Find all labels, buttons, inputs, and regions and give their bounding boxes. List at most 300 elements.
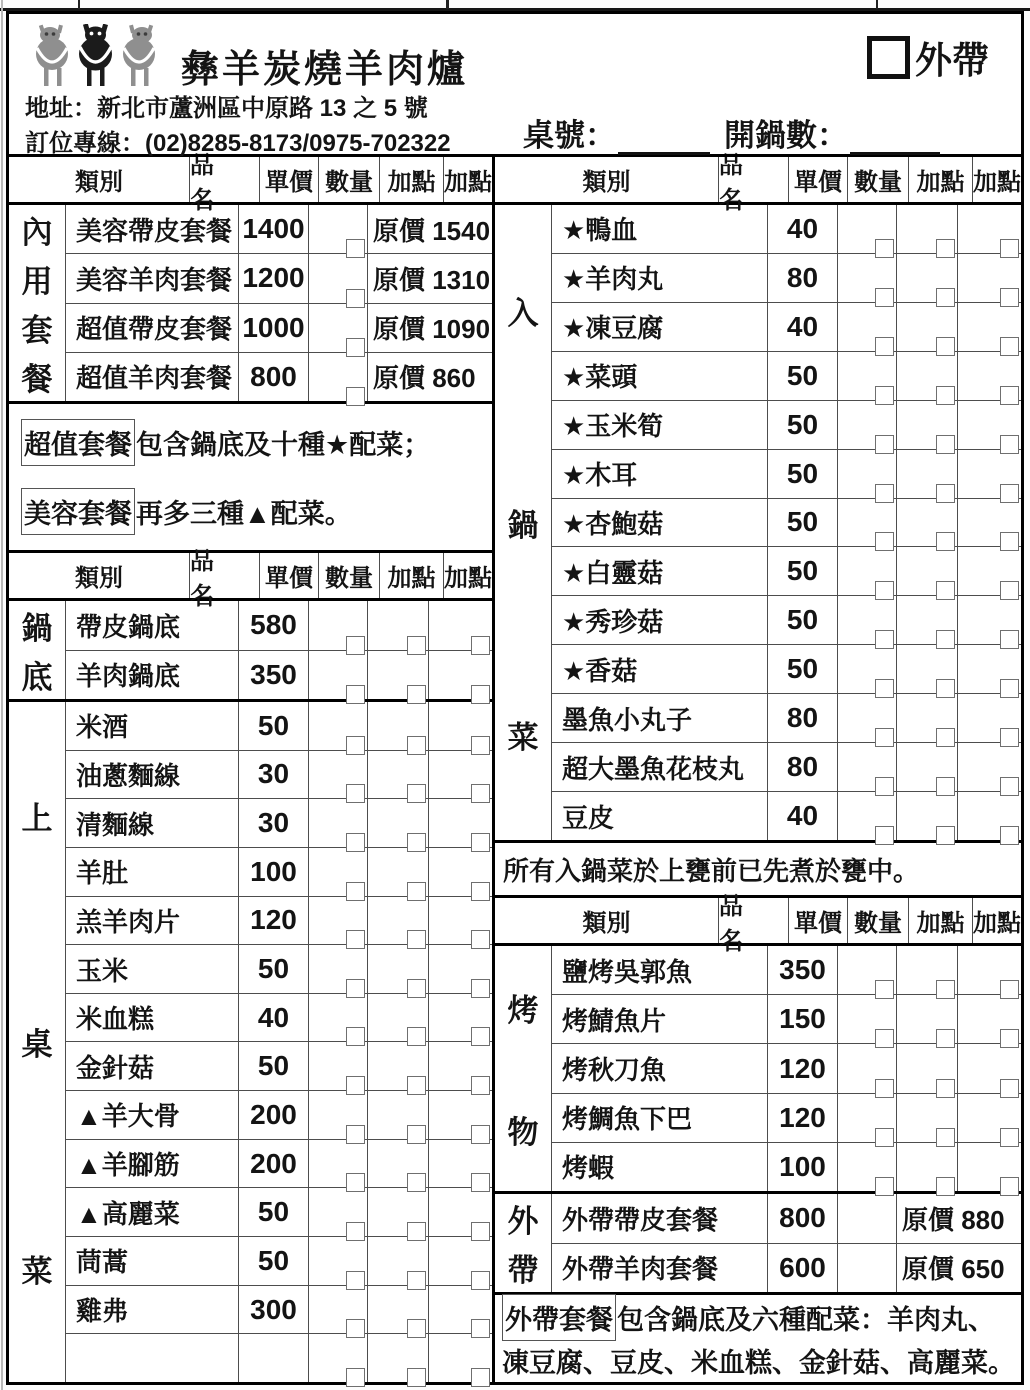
quantity-checkbox[interactable]: [346, 1173, 365, 1192]
quantity-checkbox[interactable]: [875, 826, 894, 845]
quantity-checkbox[interactable]: [346, 1271, 365, 1290]
extra-checkbox[interactable]: [407, 1368, 426, 1387]
item-price: 30: [238, 799, 308, 847]
boxed-label: 超值套餐: [21, 419, 135, 466]
extra-cell: [896, 303, 957, 351]
item-price: 580: [238, 601, 308, 650]
quantity-checkbox[interactable]: [875, 386, 894, 405]
extra-cell: [428, 848, 492, 896]
extra-checkbox[interactable]: [407, 736, 426, 755]
item-name: 油蔥麵線: [76, 760, 181, 791]
quantity-checkbox[interactable]: [875, 1177, 894, 1196]
takeout-checkbox[interactable]: [867, 36, 910, 79]
item-price: 40: [238, 994, 308, 1042]
quantity-checkbox[interactable]: [875, 435, 894, 454]
item-price: 50: [767, 401, 837, 449]
extra-cell: [957, 645, 1021, 693]
menu-item-row: [66, 702, 492, 750]
category-grilled: [495, 946, 552, 1191]
extra-checkbox[interactable]: [1000, 1079, 1019, 1098]
item-price: 40: [767, 792, 837, 840]
column-header: 數量: [847, 898, 908, 943]
extra-cell: [957, 596, 1021, 644]
extra-checkbox[interactable]: [936, 484, 955, 503]
extra-cell: [367, 601, 428, 650]
quantity-checkbox[interactable]: [875, 1079, 894, 1098]
quantity-cell: [837, 645, 896, 693]
extra-checkbox[interactable]: [471, 1027, 490, 1046]
extra-checkbox[interactable]: [407, 1222, 426, 1241]
item-price: 300: [238, 1286, 308, 1334]
item-name: 烤鯛魚下巴: [562, 1104, 693, 1135]
extra-cell: [957, 254, 1021, 302]
extra-checkbox[interactable]: [1000, 386, 1019, 405]
quantity-checkbox[interactable]: [346, 930, 365, 949]
item-price: 800: [238, 353, 308, 401]
quantity-cell: [837, 596, 896, 644]
menu-item-row: [66, 847, 492, 896]
pot-count-field[interactable]: [850, 120, 940, 155]
extra-checkbox[interactable]: [471, 1222, 490, 1241]
column-header: 數量: [318, 157, 379, 202]
extra-checkbox[interactable]: [1000, 239, 1019, 258]
quantity-cell: [837, 205, 896, 253]
quantity-checkbox[interactable]: [346, 338, 365, 357]
extra-cell: [957, 352, 1021, 400]
item-name: ▲羊大骨: [76, 1101, 180, 1132]
takeout-sets-table: [495, 1191, 1021, 1292]
menu-item-row: [66, 650, 492, 700]
extra-checkbox[interactable]: [1000, 581, 1019, 600]
menu-item-row: [66, 1090, 492, 1139]
column-header: 加點: [443, 157, 492, 202]
extra-checkbox[interactable]: [407, 930, 426, 949]
item-name: ★凍豆腐: [562, 313, 664, 344]
extra-cell: [957, 792, 1021, 840]
extra-cell: [896, 1143, 957, 1191]
extra-checkbox[interactable]: [407, 833, 426, 852]
extra-checkbox[interactable]: [1000, 532, 1019, 551]
original-price: 原價 1090: [367, 304, 492, 352]
extra-checkbox[interactable]: [936, 679, 955, 698]
address-line: 地址：新北市蘆洲區中原路 13 之 5 號: [25, 95, 428, 122]
right-menu-column: [495, 151, 1021, 1382]
extra-cell: [428, 897, 492, 945]
extra-cell: [957, 303, 1021, 351]
extra-checkbox[interactable]: [1000, 980, 1019, 999]
column-header: 數量: [318, 553, 379, 598]
extra-checkbox[interactable]: [1000, 1177, 1019, 1196]
extra-checkbox[interactable]: [936, 826, 955, 845]
quantity-checkbox[interactable]: [346, 833, 365, 852]
quantity-cell: [837, 743, 896, 791]
menu-item-row: [552, 693, 1021, 742]
quantity-checkbox[interactable]: [875, 337, 894, 356]
extra-checkbox[interactable]: [471, 882, 490, 901]
item-price: 50: [767, 645, 837, 693]
extra-cell: [957, 401, 1021, 449]
column-header: 數量: [847, 157, 908, 202]
extra-checkbox[interactable]: [471, 636, 490, 655]
extra-cell: [896, 352, 957, 400]
category-char: 上: [21, 800, 53, 836]
extra-cell: [428, 945, 492, 993]
menu-item-row: [552, 498, 1021, 547]
quantity-cell: [837, 303, 896, 351]
extra-checkbox[interactable]: [471, 1076, 490, 1095]
column-header: 單價: [259, 157, 318, 202]
extra-cell: [957, 995, 1021, 1043]
item-price: 50: [767, 352, 837, 400]
extra-checkbox[interactable]: [1000, 1128, 1019, 1147]
column-header: 加點: [379, 157, 443, 202]
menu-item-row: [552, 351, 1021, 400]
extra-cell: [428, 1042, 492, 1090]
extra-cell: [428, 994, 492, 1042]
item-name: 鹽烤吳郭魚: [562, 956, 693, 987]
extra-checkbox[interactable]: [1000, 679, 1019, 698]
extra-cell: [367, 751, 428, 799]
extra-checkbox[interactable]: [1000, 435, 1019, 454]
quantity-checkbox[interactable]: [346, 1125, 365, 1144]
extra-cell: [896, 205, 957, 253]
extra-checkbox[interactable]: [936, 288, 955, 307]
item-name: 美容帶皮套餐: [76, 215, 233, 246]
menu-item-row: [552, 253, 1021, 302]
extra-checkbox[interactable]: [936, 386, 955, 405]
column-header: 品 名: [189, 157, 259, 202]
extra-cell: [367, 1091, 428, 1139]
quantity-checkbox[interactable]: [875, 484, 894, 503]
extra-checkbox[interactable]: [407, 685, 426, 704]
extra-checkbox[interactable]: [1000, 630, 1019, 649]
extra-cell: [896, 1094, 957, 1142]
extra-checkbox[interactable]: [407, 784, 426, 803]
extra-checkbox[interactable]: [471, 736, 490, 755]
quantity-checkbox[interactable]: [346, 685, 365, 704]
quantity-checkbox[interactable]: [346, 289, 365, 308]
quantity-checkbox[interactable]: [875, 1128, 894, 1147]
item-price: 80: [767, 743, 837, 791]
extra-checkbox[interactable]: [471, 1368, 490, 1387]
quantity-checkbox[interactable]: [875, 1029, 894, 1048]
extra-checkbox[interactable]: [1000, 777, 1019, 796]
item-price: 1200: [238, 254, 308, 302]
menu-item-row: [552, 644, 1021, 693]
item-name: ★菜頭: [562, 362, 638, 393]
extra-cell: [896, 499, 957, 547]
category-char: 內: [21, 215, 53, 250]
category-char: 桌: [21, 1027, 53, 1063]
quantity-checkbox[interactable]: [346, 1027, 365, 1046]
extra-checkbox[interactable]: [936, 777, 955, 796]
extra-checkbox[interactable]: [471, 979, 490, 998]
extra-checkbox[interactable]: [1000, 288, 1019, 307]
extra-cell: [957, 450, 1021, 498]
extra-checkbox[interactable]: [407, 1027, 426, 1046]
quantity-checkbox[interactable]: [346, 1368, 365, 1387]
extra-checkbox[interactable]: [471, 833, 490, 852]
extra-cell: [896, 694, 957, 742]
quantity-cell: [308, 994, 367, 1042]
extra-cell: [896, 743, 957, 791]
extra-checkbox[interactable]: [471, 1271, 490, 1290]
menu-item-row: [66, 253, 492, 302]
item-name: 帶皮鍋底: [76, 611, 181, 642]
quantity-checkbox[interactable]: [346, 1076, 365, 1095]
item-name: [66, 1334, 238, 1382]
item-price: [238, 1334, 308, 1382]
extra-checkbox[interactable]: [407, 1173, 426, 1192]
menu-content: [9, 151, 1021, 1382]
extra-checkbox[interactable]: [407, 636, 426, 655]
item-name: 超大墨魚花枝丸: [562, 753, 745, 784]
quantity-checkbox[interactable]: [346, 387, 365, 406]
item-price: 100: [238, 848, 308, 896]
extra-checkbox[interactable]: [936, 337, 955, 356]
menu-item-row: [552, 1194, 1021, 1243]
extra-cell: [428, 1140, 492, 1188]
category-char: 套: [21, 313, 53, 348]
quantity-cell: [308, 1140, 367, 1188]
category-char: 用: [21, 264, 53, 299]
quantity-cell: [308, 1188, 367, 1236]
quantity-cell: [308, 1042, 367, 1090]
quantity-cell: [308, 205, 367, 253]
extra-checkbox[interactable]: [1000, 337, 1019, 356]
item-name: 羊肚: [76, 858, 129, 889]
column-header: 加點: [908, 157, 972, 202]
set-note-line: [21, 419, 492, 466]
extra-checkbox[interactable]: [407, 1125, 426, 1144]
column-header: 品 名: [718, 157, 788, 202]
quantity-cell: [308, 304, 367, 352]
column-header: 加點: [443, 553, 492, 598]
quantity-cell: [837, 1044, 896, 1092]
extra-cell: [428, 601, 492, 650]
column-header: 加點: [972, 157, 1021, 202]
extra-checkbox[interactable]: [471, 1319, 490, 1338]
menu-item-row: [552, 1043, 1021, 1092]
menu-item-row: [66, 1285, 492, 1334]
extra-checkbox[interactable]: [936, 1177, 955, 1196]
menu-item-row: [552, 1243, 1021, 1293]
extra-checkbox[interactable]: [936, 728, 955, 747]
quantity-checkbox[interactable]: [875, 532, 894, 551]
extra-checkbox[interactable]: [936, 581, 955, 600]
item-price: 40: [767, 205, 837, 253]
item-price: 30: [238, 751, 308, 799]
extra-cell: [896, 1044, 957, 1092]
quantity-cell: [837, 547, 896, 595]
boxed-label: 美容套餐: [21, 488, 135, 535]
menu-item-row: [66, 944, 492, 993]
extra-checkbox[interactable]: [471, 1125, 490, 1144]
quantity-checkbox[interactable]: [346, 1319, 365, 1338]
extra-cell: [896, 596, 957, 644]
quantity-checkbox[interactable]: [346, 784, 365, 803]
extra-checkbox[interactable]: [1000, 1029, 1019, 1048]
quantity-checkbox[interactable]: [346, 636, 365, 655]
quantity-checkbox[interactable]: [875, 581, 894, 600]
quantity-checkbox[interactable]: [875, 980, 894, 999]
phone-line: 訂位專線：(02)8285-8173/0975-702322: [25, 130, 451, 157]
category-char: 帶: [507, 1253, 539, 1288]
extra-checkbox[interactable]: [471, 784, 490, 803]
item-price: 600: [767, 1244, 837, 1293]
extra-checkbox[interactable]: [936, 1128, 955, 1147]
extra-cell: [957, 946, 1021, 994]
category-table-sides: [9, 702, 66, 1382]
scan-edge-line: [1, 0, 3, 1390]
extra-checkbox[interactable]: [407, 1319, 426, 1338]
extra-checkbox[interactable]: [471, 685, 490, 704]
extra-cell: [957, 547, 1021, 595]
quantity-checkbox[interactable]: [875, 679, 894, 698]
quantity-cell: [308, 651, 367, 700]
menu-item-row: [66, 1041, 492, 1090]
extra-cell: [367, 1237, 428, 1285]
item-price: 50: [238, 945, 308, 993]
quantity-cell: [308, 1091, 367, 1139]
item-name: 超值羊肉套餐: [76, 363, 233, 394]
quantity-cell: [308, 1237, 367, 1285]
extra-cell: [367, 702, 428, 750]
extra-checkbox[interactable]: [936, 630, 955, 649]
item-name: 超值帶皮套餐: [76, 314, 233, 345]
menu-item-row: [552, 546, 1021, 595]
quantity-cell: [837, 792, 896, 840]
quantity-checkbox[interactable]: [875, 777, 894, 796]
extra-cell: [957, 1044, 1021, 1092]
quantity-checkbox[interactable]: [346, 882, 365, 901]
extra-cell: [428, 1091, 492, 1139]
item-name: 雞弗: [76, 1296, 129, 1326]
original-price: 原價 880: [896, 1194, 1021, 1243]
item-name: 美容羊肉套餐: [76, 264, 233, 295]
extra-checkbox[interactable]: [471, 930, 490, 949]
extra-checkbox[interactable]: [407, 1271, 426, 1290]
top-cutoff-tick: [78, 0, 80, 9]
menu-item-row: [66, 993, 492, 1042]
pot-count-label: 開鍋數：: [724, 118, 848, 153]
quantity-checkbox[interactable]: [875, 288, 894, 307]
quantity-cell: [837, 1094, 896, 1142]
dine-in-sets-table: [9, 151, 492, 401]
item-price: 100: [767, 1143, 837, 1191]
quantity-checkbox[interactable]: [346, 239, 365, 258]
extra-checkbox[interactable]: [1000, 728, 1019, 747]
extra-checkbox[interactable]: [1000, 826, 1019, 845]
extra-cell: [428, 1237, 492, 1285]
menu-item-row: [552, 302, 1021, 351]
extra-checkbox[interactable]: [936, 435, 955, 454]
menu-item-row: [66, 798, 492, 847]
item-price: 150: [767, 995, 837, 1043]
item-name: 米血糕: [76, 1004, 155, 1035]
item-name: ▲高麗菜: [76, 1198, 180, 1229]
takeout-label: 外帶: [915, 40, 989, 81]
quantity-checkbox[interactable]: [346, 1222, 365, 1241]
item-name: ▲羊腳筋: [76, 1150, 180, 1181]
item-name: ★杏鮑菇: [562, 508, 664, 539]
original-price: 原價 860: [367, 353, 492, 401]
item-price: 80: [767, 694, 837, 742]
extra-cell: [367, 994, 428, 1042]
extra-checkbox[interactable]: [407, 1076, 426, 1095]
pot-ingredients-table: [495, 151, 1021, 895]
extra-checkbox[interactable]: [936, 980, 955, 999]
menu-item-row: [552, 595, 1021, 644]
extra-checkbox[interactable]: [936, 532, 955, 551]
extra-cell: [367, 1140, 428, 1188]
item-name: ★木耳: [562, 460, 638, 491]
quantity-cell: [837, 352, 896, 400]
extra-cell: [896, 995, 957, 1043]
takeout-note-line: [502, 1339, 1015, 1382]
item-name: ★玉米筍: [562, 411, 664, 442]
menu-item-row: [552, 205, 1021, 253]
item-name: 米酒: [76, 712, 129, 743]
quantity-checkbox[interactable]: [346, 736, 365, 755]
extra-checkbox[interactable]: [936, 239, 955, 258]
extra-cell: [896, 946, 957, 994]
quantity-checkbox[interactable]: [875, 239, 894, 258]
extra-cell: [957, 1143, 1021, 1191]
category-char: 烤: [507, 992, 539, 1028]
extra-cell: [896, 547, 957, 595]
menu-item-row: [66, 303, 492, 352]
extra-cell: [367, 1286, 428, 1334]
original-price: 原價 650: [896, 1244, 1021, 1293]
column-header: 品 名: [189, 553, 259, 598]
extra-cell: [428, 799, 492, 847]
quantity-cell: [308, 799, 367, 847]
set-note-line: [21, 488, 492, 535]
quantity-checkbox[interactable]: [875, 630, 894, 649]
quantity-cell: [837, 254, 896, 302]
item-price: 40: [767, 303, 837, 351]
category-pot-ingredients: [495, 205, 552, 840]
menu-item-row: [552, 946, 1021, 994]
item-price: 120: [767, 1044, 837, 1092]
quantity-cell: [837, 694, 896, 742]
note-text: 再多三種▲配菜。: [136, 499, 352, 529]
column-header: 類別: [582, 169, 631, 196]
quantity-checkbox[interactable]: [346, 979, 365, 998]
table-header-row: [9, 151, 492, 214]
extra-checkbox[interactable]: [407, 979, 426, 998]
category-char: 物: [507, 1115, 539, 1151]
table-header-row: [495, 892, 1021, 955]
extra-cell: [367, 945, 428, 993]
extra-cell: [367, 1188, 428, 1236]
extra-cell: [367, 1042, 428, 1090]
extra-checkbox[interactable]: [407, 882, 426, 901]
note-text: 包含鍋底及六種配菜：羊肉丸、: [617, 1304, 995, 1335]
extra-checkbox[interactable]: [1000, 484, 1019, 503]
extra-checkbox[interactable]: [471, 1173, 490, 1192]
quantity-checkbox[interactable]: [875, 728, 894, 747]
extra-checkbox[interactable]: [936, 1029, 955, 1048]
table-number-field[interactable]: [618, 120, 710, 155]
category-dine-in-sets: [9, 205, 66, 401]
item-name: 羔羊肉片: [76, 906, 181, 937]
category-pot-base: [9, 601, 66, 699]
menu-item-row: [66, 352, 492, 401]
extra-checkbox[interactable]: [936, 1079, 955, 1098]
original-price: 原價 1310: [367, 254, 492, 302]
